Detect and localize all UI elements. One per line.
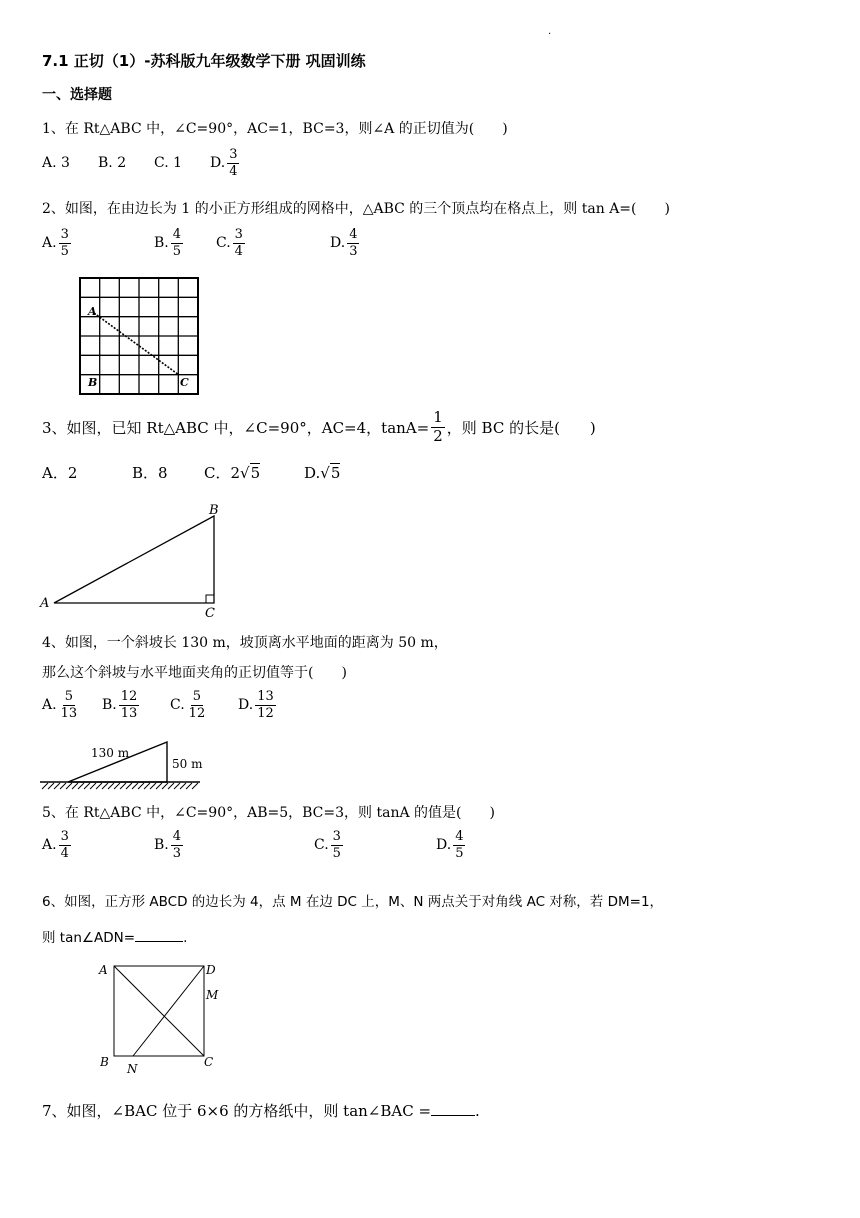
q4-height-label: 50 m (172, 757, 203, 771)
q2-option-d[interactable]: D. $\frac{4}{3}$ (330, 227, 358, 259)
question-4-line-1: 4、如图，一个斜坡长 130 m，坡顶离水平地面的距离为 50 m， (42, 635, 448, 651)
q3-label-c: C (205, 606, 215, 621)
q3-triangle-figure (36, 502, 226, 620)
q6-label-b: B (100, 1055, 109, 1069)
q3-option-a[interactable]: A．2 (42, 464, 78, 482)
question-2-options (42, 228, 361, 258)
q5-option-b[interactable]: B. $\frac{4}{3}$ (154, 829, 182, 861)
q2-label-a: A (88, 305, 97, 318)
q1-option-d[interactable] (210, 148, 241, 178)
q4-option-c[interactable]: C. $\frac{5}{12}$ (170, 689, 206, 721)
question-1-options (42, 148, 241, 178)
q6-label-d: D (206, 963, 216, 977)
q3-tan-fraction: $\frac{1}{2}$ (433, 408, 443, 445)
q1-option-b[interactable]: B. 2 (98, 155, 127, 172)
q1-option-c[interactable]: C. 1 (154, 155, 183, 172)
q3-option-d[interactable]: D. √ 5 (304, 463, 341, 482)
q5-option-d[interactable]: D. $\frac{4}{5}$ (436, 829, 464, 861)
q6-square-figure (96, 960, 226, 1076)
q6-answer-blank[interactable] (135, 928, 183, 943)
q1-option-d-fraction: $\frac{3}{4}$ (229, 147, 238, 179)
q1-option-a[interactable]: A. 3 (42, 155, 70, 172)
q6-label-c: C (204, 1055, 214, 1069)
q4-option-b[interactable]: B. $\frac{12}{13}$ (102, 689, 138, 721)
q2-grid-figure (78, 276, 202, 398)
segment-dn (133, 966, 204, 1056)
q1-option-d-label: D. (210, 155, 226, 172)
q5-option-a[interactable]: A. $\frac{3}{4}$ (42, 829, 69, 861)
q3-label-b: B (209, 503, 219, 518)
question-2-text: 2、如图，在由边长为 1 的小正方形组成的网格中，△ABC 的三个顶点均在格点上，则 tan A=( ) (42, 201, 670, 217)
section-heading: 一、选择题 (42, 87, 112, 103)
q6-label-m: M (206, 988, 219, 1002)
q4-option-d[interactable]: D. $\frac{13}{12}$ (238, 689, 274, 721)
question-3-options (42, 462, 340, 483)
q3-option-c[interactable]: C．2 √ 5 (204, 463, 261, 482)
q2-label-c: C (180, 376, 189, 389)
right-angle-mark (206, 595, 214, 603)
question-3-text: 3、如图，已知 Rt△ABC 中，∠C=90°，AC=4，tanA= $\frac{1}{2}$ ，则 BC 的长是( ) (42, 408, 596, 445)
q4-slope-figure (40, 738, 204, 790)
question-4-options (42, 690, 278, 720)
question-1-text: 1、在 Rt△ABC 中，∠C=90°，AC=1，BC=3，则∠A 的正切值为( ) (42, 121, 508, 137)
diagonal-ac (114, 966, 204, 1056)
q4-option-a[interactable]: A. $\frac{5}{13}$ (42, 689, 78, 721)
question-6-line-2: 则 tan∠ADN= . (42, 926, 187, 946)
ground-hatching (42, 783, 198, 789)
q7-answer-blank[interactable] (431, 1100, 475, 1116)
question-4-line-2: 那么这个斜坡与水平地面夹角的正切值等于( ) (42, 665, 347, 681)
question-7-text: 7、如图，∠BAC 位于 6×6 的方格纸中，则 tan∠BAC = . (42, 1102, 480, 1120)
question-5-options (42, 830, 467, 860)
q5-option-c[interactable]: C. $\frac{3}{5}$ (314, 829, 341, 861)
q6-label-n: N (127, 1062, 138, 1076)
q4-slope-label: 130 m (91, 746, 130, 760)
question-6-line-1: 6、如图，正方形 ABCD 的边长为 4，点 M 在边 DC 上，M、N 两点关于对角线 AC 对称，若 DM=1， (42, 894, 664, 910)
q2-option-c[interactable]: C. $\frac{3}{4}$ (216, 227, 243, 259)
segment-ac (94, 313, 179, 375)
header-dot: . (548, 26, 552, 37)
q2-label-b: B (88, 376, 98, 389)
page-title: 7.1 正切（1）-苏科版九年级数学下册 巩固训练 (42, 52, 366, 70)
question-5-text: 5、在 Rt△ABC 中，∠C=90°，AB=5，BC=3，则 tanA 的值是( ) (42, 805, 495, 821)
q2-option-a[interactable]: A. $\frac{3}{5}$ (42, 227, 69, 259)
q3-label-a: A (40, 596, 50, 611)
q6-label-a: A (99, 963, 108, 977)
q3-option-b[interactable]: B．8 (132, 464, 168, 482)
q2-option-b[interactable]: B. $\frac{4}{5}$ (154, 227, 182, 259)
